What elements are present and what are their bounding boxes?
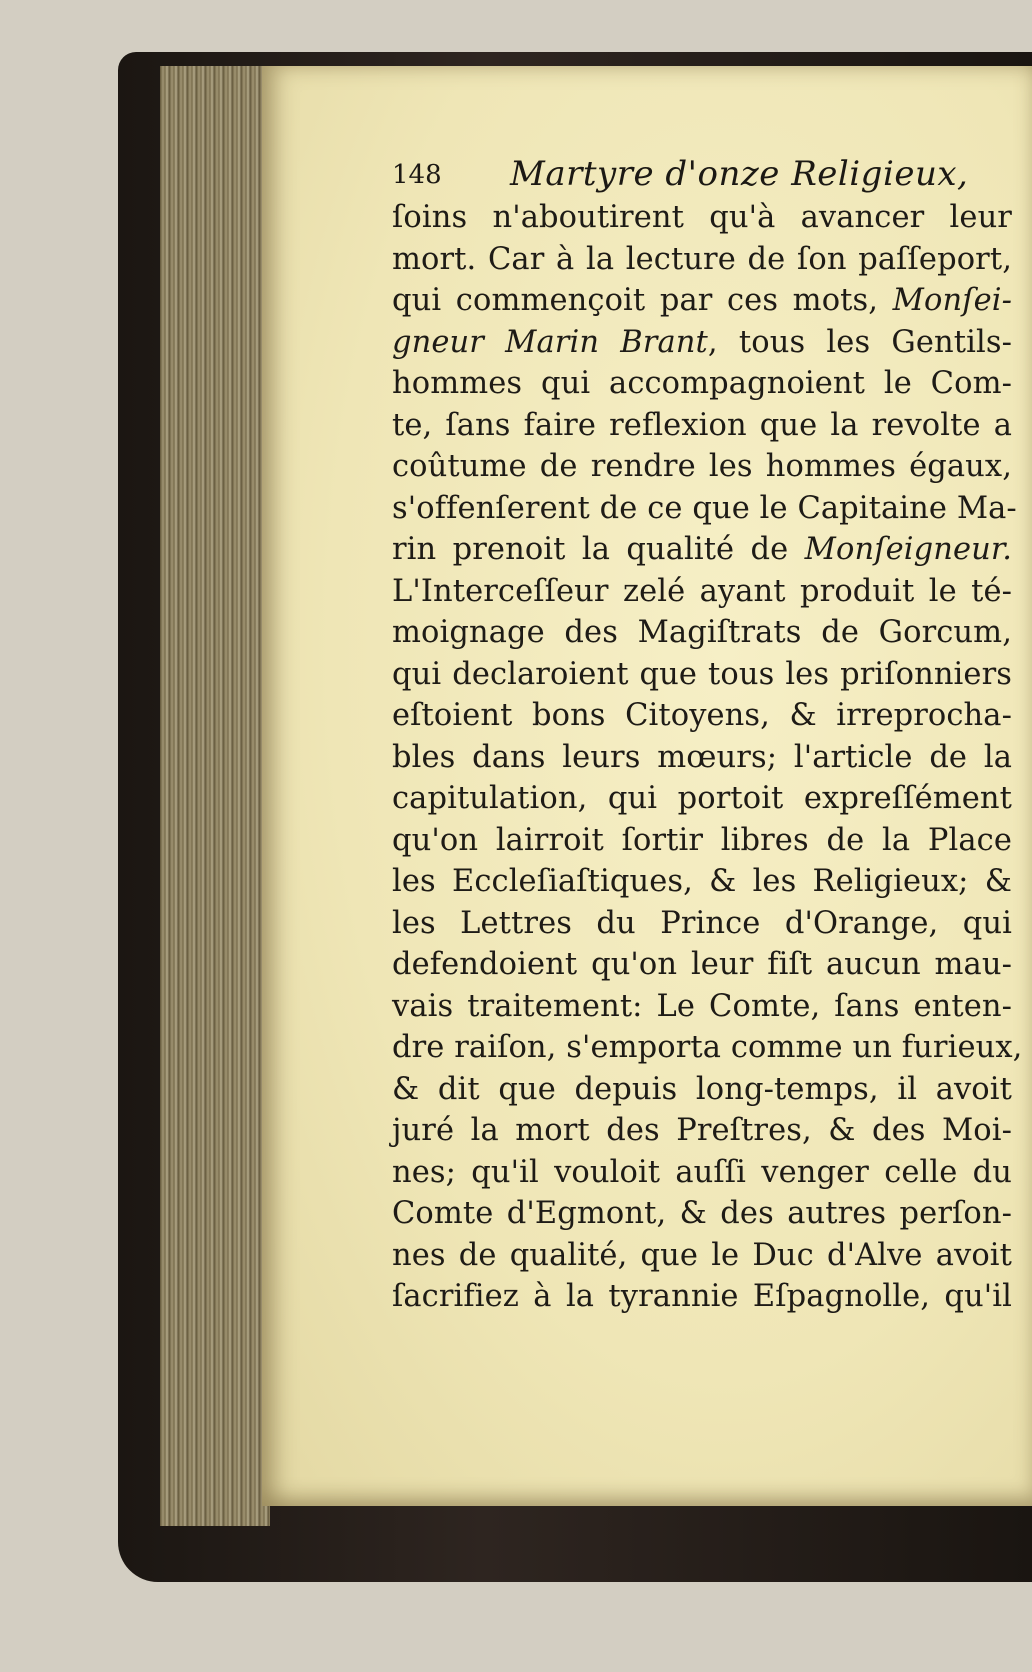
running-title: Martyre d'onze Religieux,	[510, 154, 969, 194]
text-line	[392, 778, 1012, 820]
text-line	[392, 197, 1012, 239]
text-segment: , tous les Gentils-	[707, 324, 1013, 360]
text-line	[392, 322, 1012, 364]
text-segment: nes de qualité, que le Duc d'Alve avoit	[392, 1237, 1012, 1273]
text-segment: ſoins n'aboutirent qu'à avancer leur	[392, 200, 1012, 235]
text-line	[392, 1276, 1012, 1318]
text-segment: les Eccleſiaſtiques, & les Religieux; &	[392, 864, 1012, 899]
text-line	[392, 571, 1012, 613]
text-segment: juré la mort des Preſtres, & des Moi-	[392, 1113, 1012, 1148]
text-segment: L'Interceſſeur zelé ayant produit le té-	[392, 573, 1012, 609]
page-number: 148	[392, 160, 442, 190]
text-segment: moignage des Magiſtrats de Gorcum,	[392, 615, 1012, 650]
text-line	[392, 446, 1012, 488]
text-segment: coûtume de rendre les hommes égaux,	[392, 449, 1012, 484]
text-segment: ſacrifiez à la tyrannie Eſpagnolle, qu'il	[392, 1279, 1012, 1314]
text-line	[392, 1193, 1012, 1235]
text-segment: defendoient qu'on leur fiſt aucun mau-	[392, 947, 1012, 982]
text-segment: Comte d'Egmont, & des autres perſon-	[392, 1196, 1012, 1231]
body-text	[392, 197, 1023, 1318]
text-line	[392, 695, 1012, 737]
text-line	[392, 1110, 1012, 1152]
text-segment: s'offenſerent de ce que le Capitaine Ma-	[392, 490, 1017, 526]
text-line	[392, 529, 1012, 571]
text-line	[392, 944, 1012, 986]
text-segment: qu'on lairroit ſortir libres de la Place	[392, 822, 1012, 858]
text-segment: qui commençoit par ces mots,	[392, 283, 893, 318]
text-line	[392, 1235, 1012, 1277]
text-line	[392, 363, 1012, 405]
text-line	[392, 1152, 1012, 1194]
text-segment: mort. Car à la lecture de ſon paſſeport,	[392, 241, 1012, 277]
text-segment: dre raiſon, s'emporta comme un furieux,	[392, 1030, 1023, 1065]
text-line	[392, 239, 1012, 281]
text-line	[392, 1027, 1023, 1069]
text-line	[392, 612, 1012, 654]
text-line	[392, 654, 1012, 696]
text-segment: capitulation, qui portoit expreſſément	[392, 781, 1012, 816]
text-segment: & dit que depuis long-temps, il avoit	[392, 1071, 1012, 1107]
text-segment: te, ſans faire reflexion que la revolte a	[392, 407, 1012, 443]
text-segment: vais traitement: Le Comte, ſans enten-	[392, 988, 1012, 1024]
text-line	[392, 903, 1012, 945]
text-segment: hommes qui accompagnoient le Com-	[392, 366, 1012, 401]
text-segment: les Lettres du Prince d'Orange, qui	[392, 905, 1012, 941]
text-line	[392, 1069, 1012, 1111]
text-segment: Monſei-	[892, 283, 1012, 318]
text-line	[392, 488, 1017, 530]
text-line	[392, 737, 1012, 779]
text-line	[392, 405, 1012, 447]
text-line	[392, 861, 1012, 903]
page-edges	[160, 66, 270, 1526]
text-line	[392, 820, 1012, 862]
text-segment: eſtoient bons Citoyens, & irreprocha-	[392, 698, 1012, 733]
text-segment: gneur Marin Brant	[392, 324, 708, 360]
text-segment: nes; qu'il vouloit auſſi venger celle du	[392, 1154, 1012, 1190]
text-segment: rin prenoit la qualité de	[392, 532, 805, 567]
page-header	[392, 150, 992, 194]
text-line	[392, 280, 1012, 322]
text-line	[392, 986, 1012, 1028]
text-segment: qui declaroient que tous les priſonniers	[392, 656, 1012, 692]
text-segment: bles dans leurs mœurs; l'article de la	[392, 739, 1012, 775]
text-segment: Monſeigneur.	[804, 532, 1012, 567]
